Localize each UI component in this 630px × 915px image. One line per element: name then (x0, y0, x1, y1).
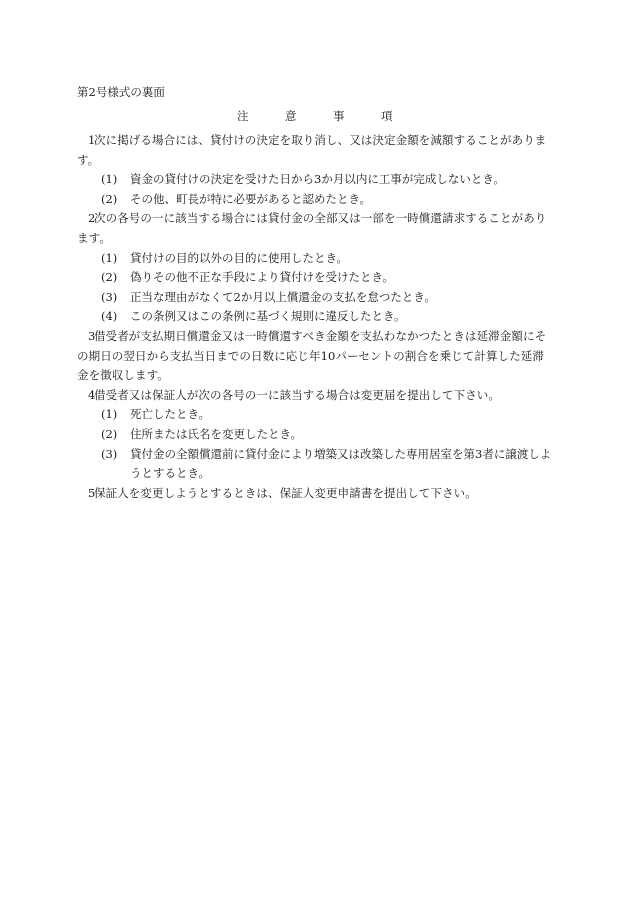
note-subitem (0, 288, 630, 308)
subitem-text: 正当な理由がなくて2か月以上償還金の支払を怠つたとき。 (130, 289, 436, 304)
subitem-text: この条例又はこの条例に基づく規則に違反したとき。 (130, 309, 406, 324)
note-subitem (0, 445, 630, 484)
note-number: 5 (88, 485, 96, 500)
note-subitem (0, 425, 630, 445)
heading-char: 項 (381, 109, 393, 123)
subitem-number: (2) (101, 426, 118, 441)
notes-list (0, 131, 630, 503)
note-text: 次に掲げる場合には、貸付けの決定を取り消し、又は決定金額を減額することがあります。 (77, 133, 547, 167)
subitem-number: (4) (101, 309, 118, 324)
subitem-text: 偽りその他不正な手段により貸付けを受けたとき。 (130, 270, 395, 285)
note-subitem (0, 307, 630, 327)
subitem-number: (1) (101, 250, 118, 265)
note-subitem (0, 249, 630, 269)
heading-char: 事 (333, 109, 345, 123)
subitem-text: 死亡したとき。 (130, 407, 211, 422)
note-subitem (0, 170, 630, 190)
note-text: 次の各号の一に該当する場合には貸付金の全部又は一部を一時償還請求することがあります。 (77, 211, 547, 245)
note-item (0, 131, 630, 170)
note-item (0, 386, 630, 406)
heading-char: 注 (237, 109, 249, 123)
subitem-text: その他、町長が特に必要があると認めたとき。 (130, 191, 372, 206)
note-number: 3 (88, 328, 96, 343)
subitem-number: (3) (101, 289, 118, 304)
note-text: 保証人を変更しようとするときは、保証人変更申請書を提出して下さい。 (94, 485, 477, 500)
subitem-number: (2) (101, 270, 118, 285)
note-number: 4 (88, 387, 96, 402)
note-number: 1 (88, 133, 96, 147)
note-subitem (0, 405, 630, 425)
subitem-text: 貸付けの目的以外の目的に使用したとき。 (130, 250, 349, 265)
heading-char: 意 (285, 109, 297, 123)
form-title: 第2号様式の裏面 (77, 85, 165, 99)
note-text: 借受者が支払期日償還金又は一時償還すべき金額を支払わなかつたときは延滞金額にその期日の翌日から支払当日までの日数に応じ年10パーセントの割合を乗じて計算した延滞金を徴収します。 (77, 328, 547, 383)
subitem-number: (1) (101, 172, 118, 187)
subitem-number: (3) (101, 446, 118, 461)
subitem-text: 貸付金の全額償還前に貸付金により増築又は改築した専用居室を第3者に譲渡しようとするとき。 (130, 446, 552, 481)
note-item (0, 209, 630, 248)
note-text: 借受者又は保証人が次の各号の一に該当する場合は変更届を提出して下さい。 (94, 387, 500, 402)
notes-heading (237, 108, 393, 124)
subitem-text: 住所または氏名を変更したとき。 (130, 426, 303, 441)
note-subitem (0, 190, 630, 210)
subitem-number: (2) (101, 191, 118, 206)
note-subitem (0, 268, 630, 288)
subitem-number: (1) (101, 407, 118, 422)
note-item (0, 484, 630, 504)
subitem-text: 資金の貸付けの決定を受けた日から3か月以内に工事が完成しないとき。 (130, 172, 505, 187)
note-number: 2 (88, 211, 96, 226)
note-item (0, 327, 630, 386)
